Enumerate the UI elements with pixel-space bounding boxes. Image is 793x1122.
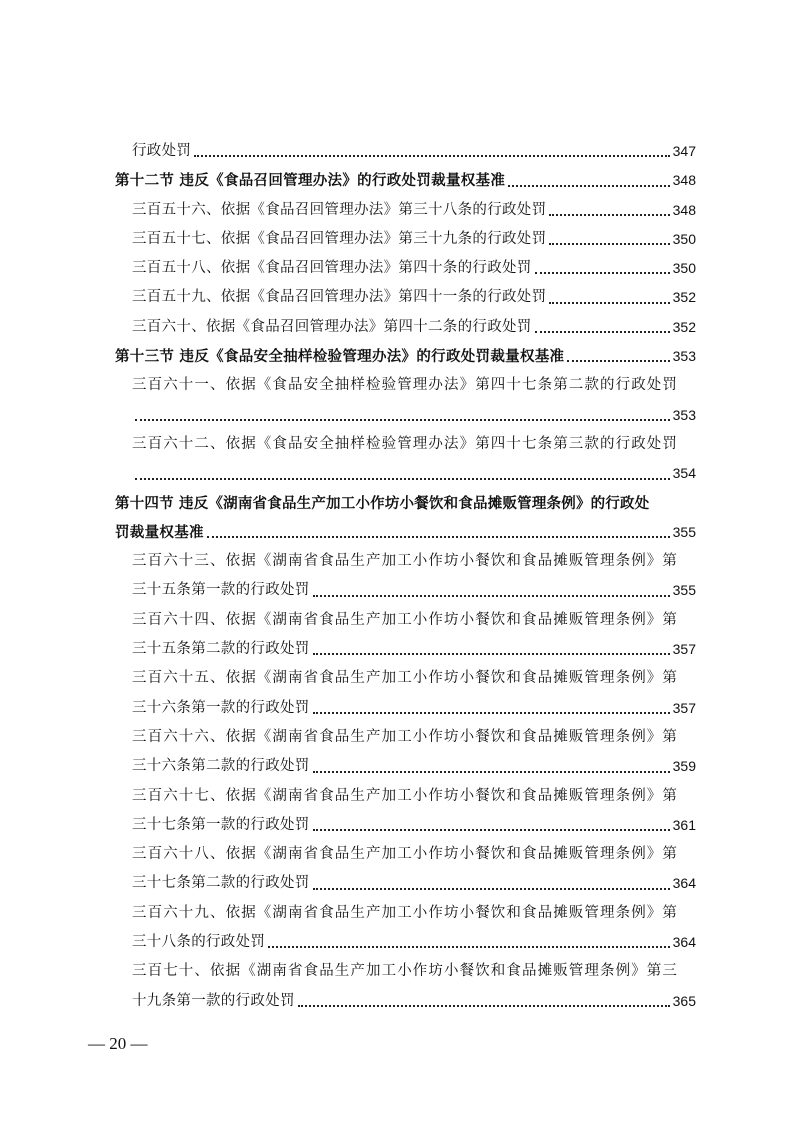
toc-entry-continuation[interactable] — [115, 576, 696, 605]
toc-entry-title: 行政处罚 — [132, 143, 192, 159]
toc-entry[interactable] — [115, 254, 696, 283]
toc-entry-continuation[interactable] — [115, 869, 696, 898]
toc-entry[interactable] — [115, 664, 696, 693]
toc-page-number: 348 — [672, 172, 696, 189]
toc-section-continuation[interactable] — [115, 518, 696, 547]
toc-entry[interactable] — [115, 283, 696, 312]
toc-section[interactable] — [115, 489, 696, 518]
toc-entry[interactable] — [115, 313, 696, 342]
toc-page-number: 354 — [672, 465, 696, 482]
toc-entry[interactable] — [115, 606, 696, 635]
toc-entry[interactable] — [115, 196, 696, 225]
leader-dots — [508, 185, 669, 187]
toc-entry-title: 三百五十六、依据《食品召回管理办法》第三十八条的行政处罚 — [132, 201, 547, 218]
toc-page-number: 361 — [672, 816, 696, 833]
toc-page-number: 365 — [672, 992, 696, 1009]
leader-dots — [549, 214, 669, 216]
toc-page-number: 364 — [672, 934, 696, 951]
toc-entry[interactable] — [115, 723, 696, 752]
leader-dots — [549, 302, 669, 304]
leader-dots — [135, 419, 670, 421]
toc-entry-continuation[interactable] — [115, 811, 696, 840]
toc-page-number: 357 — [672, 641, 696, 658]
toc-page-number: 359 — [672, 758, 696, 775]
toc-page-number: 352 — [672, 289, 696, 306]
toc-entry-continuation[interactable] — [115, 635, 696, 664]
toc-page-number: 357 — [672, 699, 696, 716]
leader-dots — [313, 712, 670, 714]
leader-dots — [313, 653, 670, 655]
page-number-footer: — 20 — — [88, 1034, 148, 1053]
toc-entry-title: 三十五条第二款的行政处罚 — [132, 641, 310, 658]
table-of-contents — [115, 137, 696, 1016]
toc-entry-continuation[interactable] — [115, 752, 696, 781]
toc-entry[interactable] — [115, 957, 696, 986]
toc-entry[interactable] — [115, 899, 696, 928]
toc-page-number: 353 — [672, 348, 696, 365]
leader-dots — [298, 1005, 670, 1007]
toc-entry-title: 三十七条第二款的行政处罚 — [132, 875, 310, 892]
toc-page-number: 364 — [672, 875, 696, 892]
toc-entry-continuation[interactable] — [115, 694, 696, 723]
toc-entry-title: 三十五条第一款的行政处罚 — [132, 582, 310, 599]
toc-entry[interactable] — [115, 430, 696, 459]
leader-dots — [313, 888, 670, 890]
leader-dots — [535, 331, 670, 333]
toc-entry-title: 三百六十七、依据《湖南省食品生产加工小作坊小餐饮和食品摊贩管理条例》第 — [132, 787, 678, 804]
leader-dots — [313, 595, 670, 597]
leader-dots — [567, 360, 669, 362]
toc-page-number: 348 — [672, 201, 696, 218]
toc-entry[interactable] — [115, 137, 696, 166]
toc-section-title: 第十四节 违反《湖南省食品生产加工小作坊小餐饮和食品摊贩管理条例》的行政处 — [115, 494, 650, 512]
leader-dots — [313, 771, 670, 773]
toc-entry-title: 三百五十八、依据《食品召回管理办法》第四十条的行政处罚 — [132, 260, 532, 277]
toc-section-title: 罚裁量权基准 — [115, 523, 204, 541]
leader-dots — [549, 243, 669, 245]
leader-dots — [135, 478, 670, 480]
toc-section[interactable] — [115, 342, 696, 371]
toc-section-title: 第十三节 违反《食品安全抽样检验管理办法》的行政处罚裁量权基准 — [115, 348, 565, 366]
toc-entry-title: 三百五十九、依据《食品召回管理办法》第四十一条的行政处罚 — [132, 289, 547, 306]
toc-page-number: 352 — [672, 318, 696, 335]
toc-entry-title: 三百六十六、依据《湖南省食品生产加工小作坊小餐饮和食品摊贩管理条例》第 — [132, 728, 678, 745]
toc-entry-title: 三十六条第一款的行政处罚 — [132, 699, 310, 716]
toc-page-number: 353 — [672, 406, 696, 423]
toc-entry-title: 三百六十一、依据《食品安全抽样检验管理办法》第四十七条第二款的行政处罚 — [132, 377, 678, 394]
leader-dots — [268, 946, 669, 948]
toc-entry-continuation[interactable] — [115, 401, 696, 430]
toc-entry[interactable] — [115, 371, 696, 400]
leader-dots — [207, 536, 670, 538]
leader-dots — [535, 272, 670, 274]
toc-entry[interactable] — [115, 547, 696, 576]
toc-entry[interactable] — [115, 782, 696, 811]
toc-page-number: 355 — [672, 582, 696, 599]
toc-entry-title: 三百六十四、依据《湖南省食品生产加工小作坊小餐饮和食品摊贩管理条例》第 — [132, 611, 678, 628]
toc-page-number: 355 — [672, 523, 696, 540]
leader-dots — [313, 829, 670, 831]
toc-entry-title: 三百六十三、依据《湖南省食品生产加工小作坊小餐饮和食品摊贩管理条例》第 — [132, 553, 678, 570]
toc-entry-continuation[interactable] — [115, 987, 696, 1016]
toc-page-number: 350 — [672, 260, 696, 277]
toc-entry-title: 三百七十、依据《湖南省食品生产加工小作坊小餐饮和食品摊贩管理条例》第三 — [132, 963, 678, 980]
toc-entry-title: 三百五十七、依据《食品召回管理办法》第三十九条的行政处罚 — [132, 230, 547, 247]
toc-entry-title: 三百六十五、依据《湖南省食品生产加工小作坊小餐饮和食品摊贩管理条例》第 — [132, 670, 678, 687]
toc-entry[interactable] — [115, 840, 696, 869]
toc-section-title: 第十二节 违反《食品召回管理办法》的行政处罚裁量权基准 — [115, 172, 506, 190]
toc-entry-title: 三百六十八、依据《湖南省食品生产加工小作坊小餐饮和食品摊贩管理条例》第 — [132, 846, 678, 863]
toc-page-number: 347 — [672, 143, 696, 159]
toc-entry-title: 三十六条第二款的行政处罚 — [132, 758, 310, 775]
toc-entry-title: 三百六十二、依据《食品安全抽样检验管理办法》第四十七条第三款的行政处罚 — [132, 435, 678, 452]
toc-entry-title: 三十八条的行政处罚 — [132, 934, 266, 951]
toc-entry-title: 三十七条第一款的行政处罚 — [132, 816, 310, 833]
toc-section[interactable] — [115, 166, 696, 195]
toc-entry-continuation[interactable] — [115, 928, 696, 957]
toc-entry-title: 十九条第一款的行政处罚 — [132, 992, 295, 1009]
toc-entry-title: 三百六十、依据《食品召回管理办法》第四十二条的行政处罚 — [132, 318, 532, 335]
toc-page-number: 350 — [672, 230, 696, 247]
toc-entry-title: 三百六十九、依据《湖南省食品生产加工小作坊小餐饮和食品摊贩管理条例》第 — [132, 904, 678, 921]
toc-entry-continuation[interactable] — [115, 459, 696, 488]
toc-entry[interactable] — [115, 225, 696, 254]
leader-dots — [194, 155, 669, 157]
